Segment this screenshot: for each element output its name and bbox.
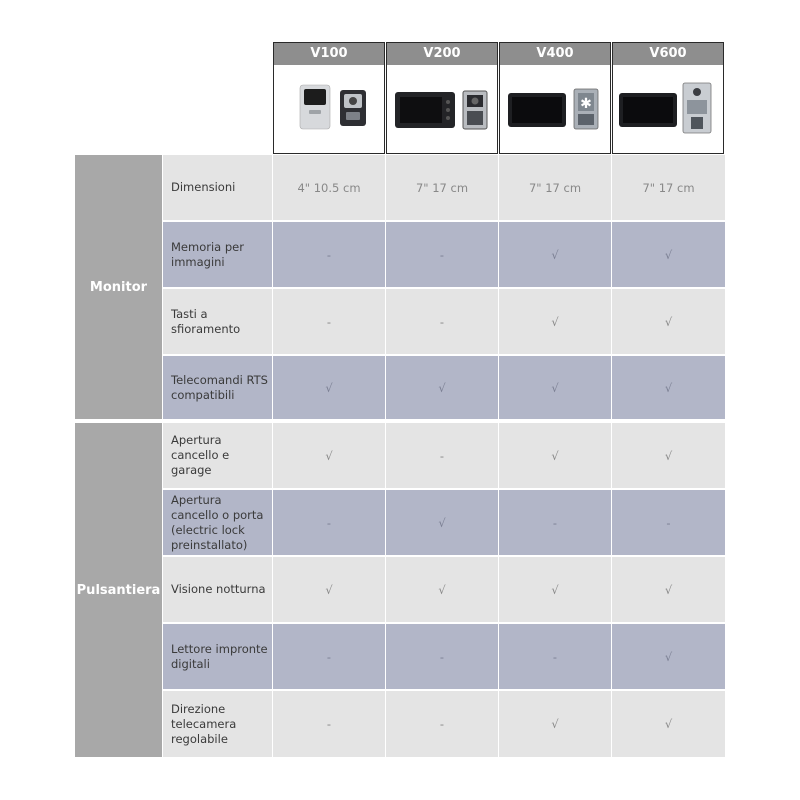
product-image-v600 xyxy=(613,65,723,153)
cell-v600: √ xyxy=(612,691,725,757)
product-image-v200 xyxy=(387,65,497,153)
cell-v600: √ xyxy=(612,356,725,419)
cell-v400: √ xyxy=(499,557,611,622)
cell-v100: 4" 10.5 cm xyxy=(273,155,385,220)
cell-v400: √ xyxy=(499,289,611,354)
cell-v400: √ xyxy=(499,356,611,419)
cell-v200: - xyxy=(386,423,498,488)
table-row xyxy=(163,624,725,689)
cell-v600: - xyxy=(612,490,725,555)
row-label: Telecomandi RTS compatibili xyxy=(163,356,272,419)
product-image-v100 xyxy=(274,65,384,153)
cell-v400: √ xyxy=(499,222,611,287)
column-v100 xyxy=(273,42,385,154)
table-row xyxy=(163,490,725,555)
table-row xyxy=(163,691,725,757)
column-v400 xyxy=(499,42,611,154)
cell-v600: √ xyxy=(612,557,725,622)
row-label: Lettore impronte digitali xyxy=(163,624,272,689)
cell-v100: √ xyxy=(273,356,385,419)
row-label: Visione notturna xyxy=(163,557,272,622)
cell-v600: √ xyxy=(612,222,725,287)
cell-v200: √ xyxy=(386,557,498,622)
cell-v600: √ xyxy=(612,289,725,354)
cell-v200: - xyxy=(386,624,498,689)
cell-v400: 7" 17 cm xyxy=(499,155,611,220)
row-label: Tasti a sfioramento xyxy=(163,289,272,354)
product-header xyxy=(273,42,725,154)
product-image-v400 xyxy=(500,65,610,153)
cell-v100: - xyxy=(273,289,385,354)
table-row xyxy=(163,356,725,419)
table-row xyxy=(163,155,725,220)
row-label: Direzione telecamera regolabile xyxy=(163,691,272,757)
table-row xyxy=(163,222,725,287)
cell-v100: - xyxy=(273,624,385,689)
group-label: Pulsantiera xyxy=(76,582,161,598)
column-title: V200 xyxy=(387,43,497,65)
cell-v200: - xyxy=(386,691,498,757)
table-row xyxy=(163,423,725,488)
row-label: Apertura cancello o porta (electric lock preinstallato) xyxy=(163,490,272,555)
cell-v600: √ xyxy=(612,423,725,488)
cell-v200: √ xyxy=(386,490,498,555)
group-pulsantiera xyxy=(75,423,162,757)
cell-v400: - xyxy=(499,490,611,555)
group-monitor xyxy=(75,155,162,419)
row-label: Memoria per immagini xyxy=(163,222,272,287)
cell-v400: - xyxy=(499,624,611,689)
cell-v100: - xyxy=(273,222,385,287)
cell-v100: - xyxy=(273,691,385,757)
svg-text:✱: ✱ xyxy=(580,96,592,112)
cell-v200: - xyxy=(386,222,498,287)
cell-v600: 7" 17 cm xyxy=(612,155,725,220)
cell-v200: 7" 17 cm xyxy=(386,155,498,220)
cell-v100: √ xyxy=(273,557,385,622)
column-v200 xyxy=(386,42,498,154)
table-row xyxy=(163,289,725,354)
cell-v200: - xyxy=(386,289,498,354)
cell-v400: √ xyxy=(499,691,611,757)
cell-v100: √ xyxy=(273,423,385,488)
table-row xyxy=(163,557,725,622)
cell-v400: √ xyxy=(499,423,611,488)
column-v600 xyxy=(612,42,724,154)
cell-v200: √ xyxy=(386,356,498,419)
row-label: Dimensioni xyxy=(163,155,272,220)
column-title: V100 xyxy=(274,43,384,65)
column-title: V400 xyxy=(500,43,610,65)
cell-v100: - xyxy=(273,490,385,555)
cell-v600: √ xyxy=(612,624,725,689)
row-label: Apertura cancello e garage xyxy=(163,423,272,488)
group-label: Monitor xyxy=(89,279,148,295)
column-title: V600 xyxy=(613,43,723,65)
